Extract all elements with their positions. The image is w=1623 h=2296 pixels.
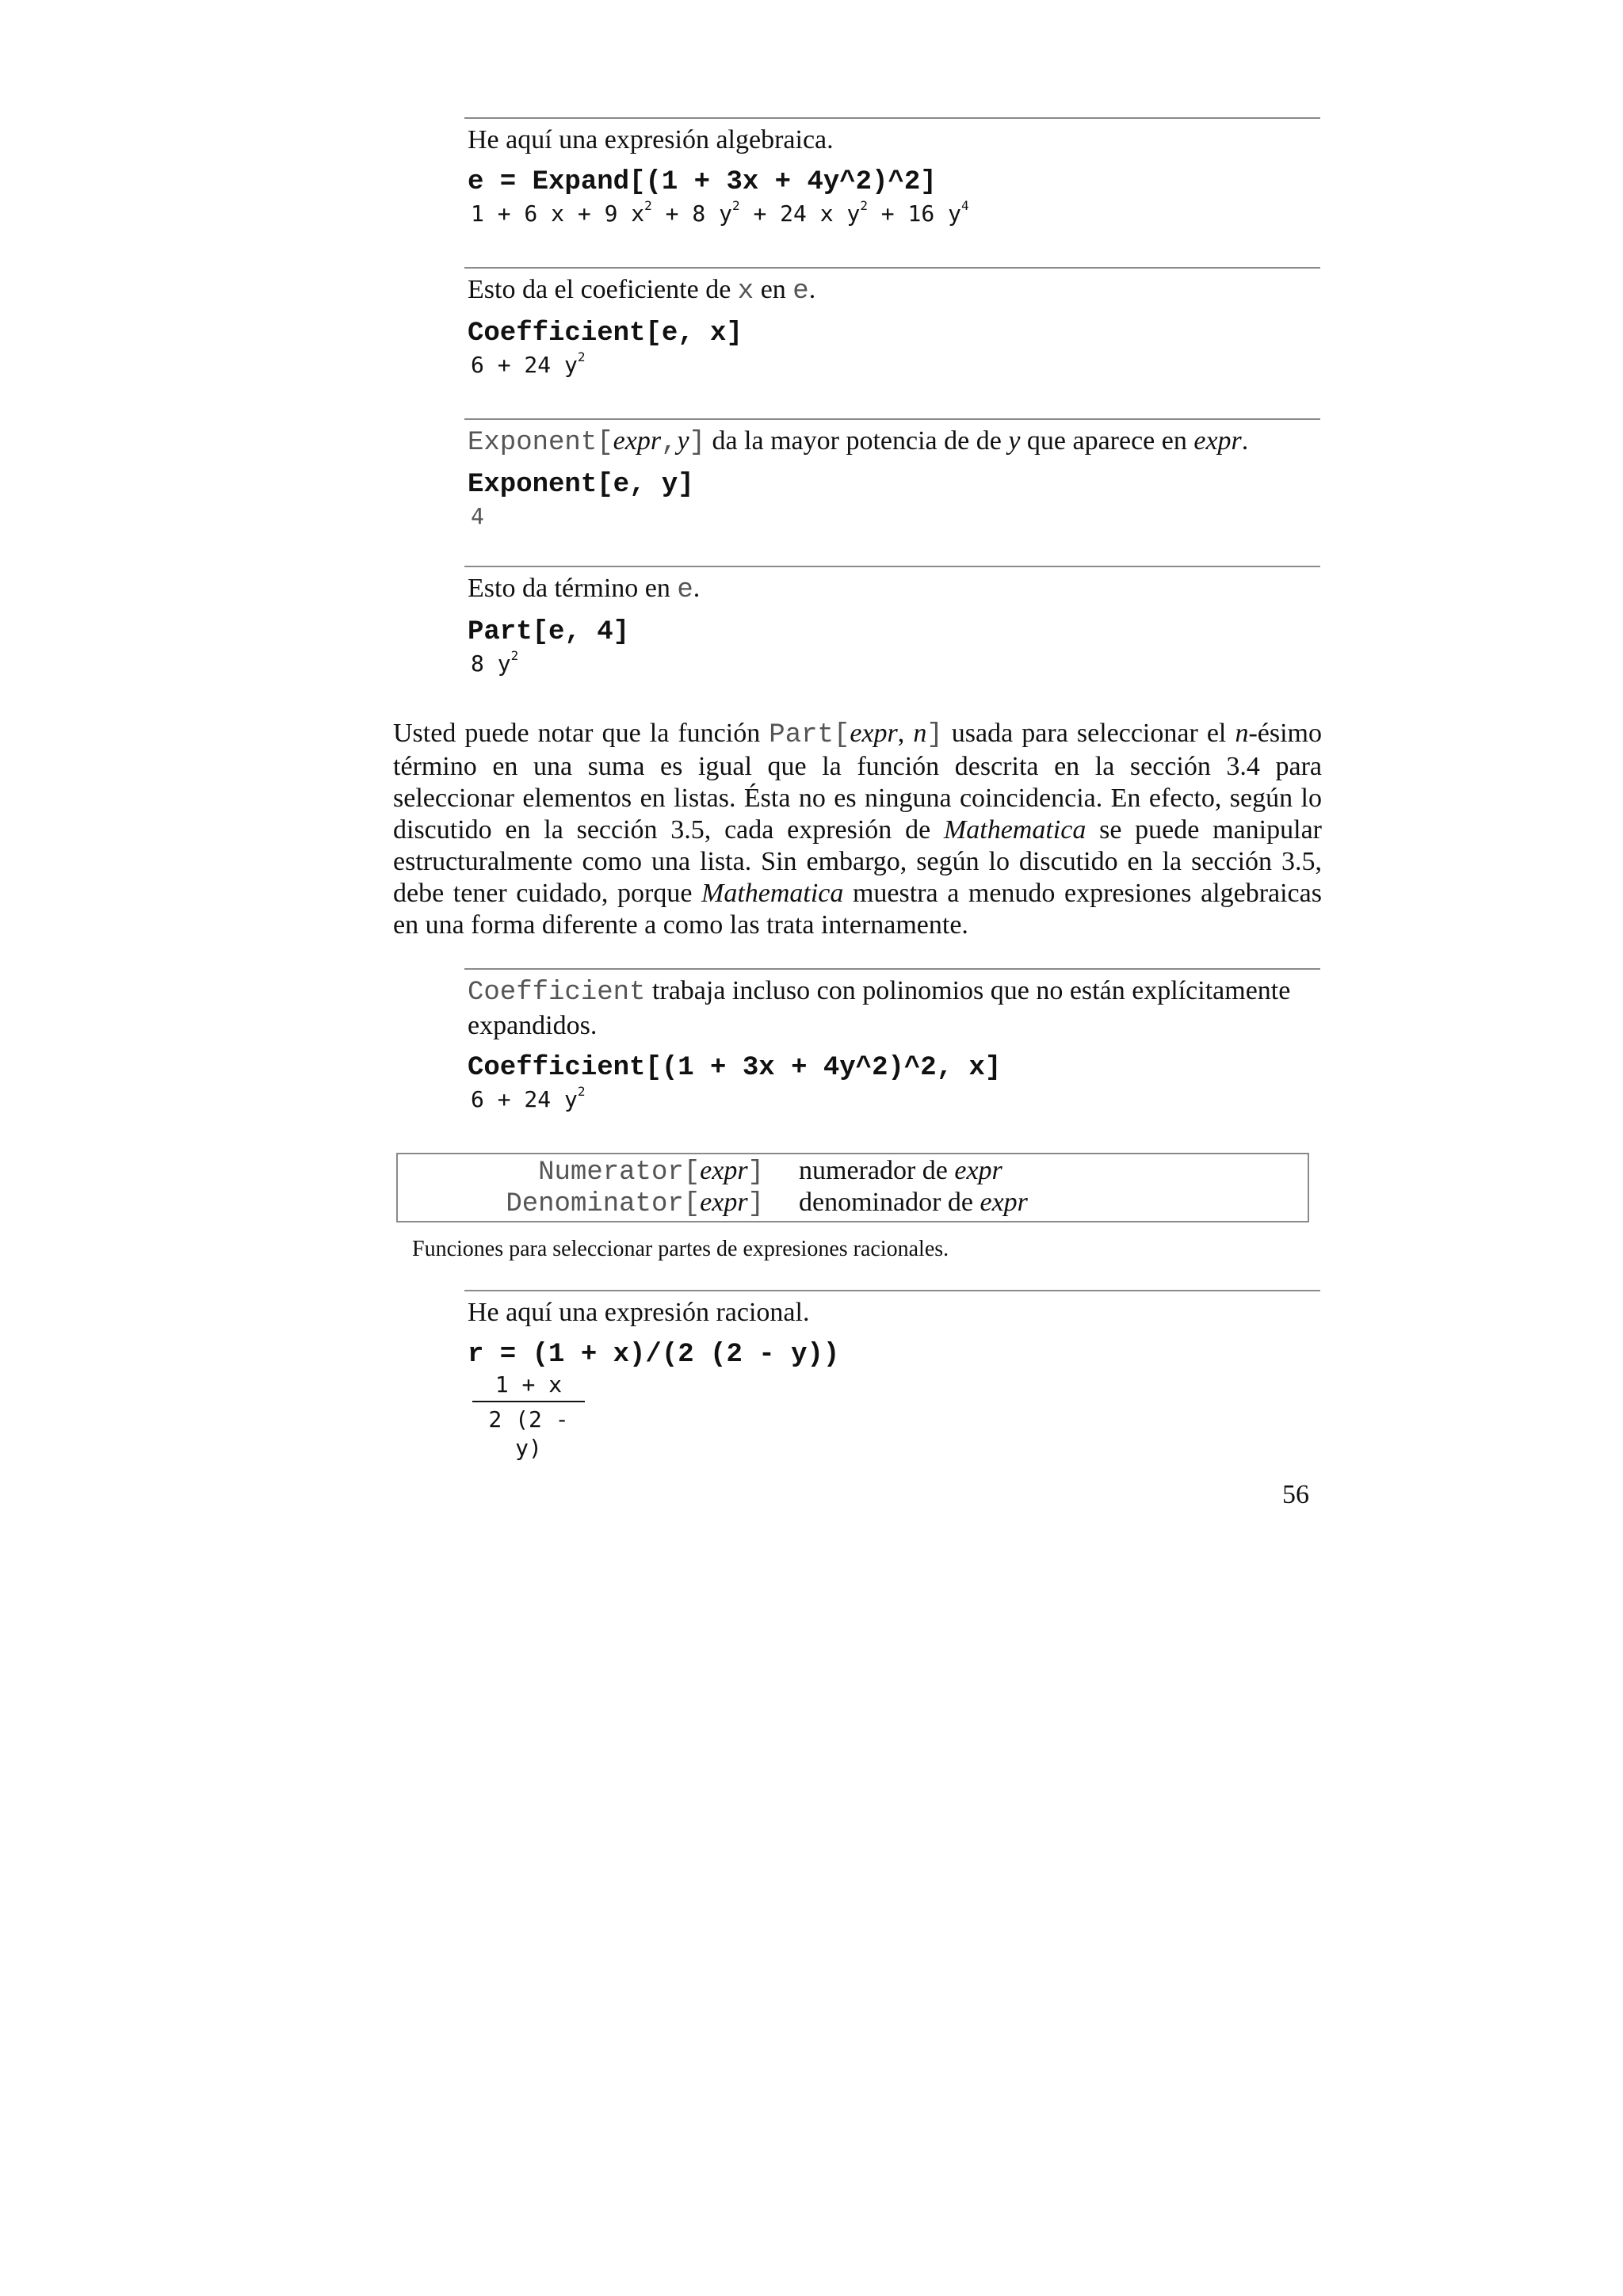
cell-divider [464,418,1320,420]
function-name: Denominator[expr] [506,1188,764,1219]
cell-divider [464,968,1320,970]
input-line[interactable]: r = (1 + x)/(2 (2 - y)) [468,1340,840,1370]
cell-text: Esto da término en e. [468,574,701,605]
cell-expand [464,117,1320,230]
output-line: 8 $y^2$ [471,648,519,677]
cell-text: Coefficient trabaja incluso con polinomios que no están explícitamente expandidos. [468,976,1291,1040]
cell-part [464,566,1320,680]
cell-coefficient-unexpanded [464,968,1320,1116]
input-line[interactable]: Coefficient[e, x] [468,318,743,349]
cell-text: Exponent[expr,y] da la mayor potencia de de y que aparece en expr. [468,426,1249,458]
table-row [398,1155,1308,1187]
cell-divider [464,1290,1320,1291]
input-line[interactable]: Part[e, 4] [468,617,630,647]
function-description: numerador de expr [799,1156,1002,1185]
output-line: 6 + 24 $y^2$ [471,1084,586,1112]
fraction-bar [472,1401,585,1402]
fraction-denominator: 2 (2 - y) [488,1406,569,1461]
cell-divider [464,117,1320,119]
cell-coefficient [464,267,1320,381]
function-description: denominador de expr [799,1188,1028,1217]
table-row [398,1187,1308,1219]
input-line[interactable]: Exponent[e, y] [468,470,694,500]
page-number: 56 [1282,1480,1309,1509]
cell-divider [464,267,1320,269]
output-line: 6 + 24 $y^2$ [471,349,586,378]
input-line[interactable]: e = Expand[(1 + 3x + 4y^2)^2] [468,167,937,197]
input-line[interactable]: Coefficient[(1 + 3x + 4y^2)^2, x] [468,1053,1002,1083]
cell-exponent [464,418,1320,532]
output-line: 1 + 6 x + 9 $x^2 + 8$ $y^2 + 24$ x $y^2 + 16$ $y^4$ [471,198,969,227]
fraction-numerator: 1 + x [495,1371,563,1398]
function-name: Numerator[expr] [538,1156,764,1188]
cell-rational [464,1290,1320,1371]
table-caption: Funciones para seleccionar partes de expresiones racionales. [412,1237,949,1261]
cell-divider [464,566,1320,567]
functions-table [396,1153,1309,1222]
cell-text: Esto da el coeficiente de x en e. [468,275,816,307]
output-line: 4 [471,503,484,529]
cell-text: He aquí una expresión racional. [468,1298,810,1327]
cell-text: He aquí una expresión algebraica. [468,125,834,154]
body-paragraph: Usted puede notar que la función Part[expr, n] usada para seleccionar el n-ésimo término en una suma es igual que la función descrita en la sección 3.4 para seleccionar elementos en listas. Ésta no es ninguna coincidencia. En efecto, según lo discutido en la sección 3.5, cada expresión de Mathematica se puede manipular estructuralmente como una lista. Sin embargo, según lo discutido en la sección 3.5, debe tener cuidado, porque Mathematica muestra a menudo expresiones algebraicas en una forma diferente a como las trata internamente. [393,719,1323,940]
fraction-output [472,1371,585,1463]
